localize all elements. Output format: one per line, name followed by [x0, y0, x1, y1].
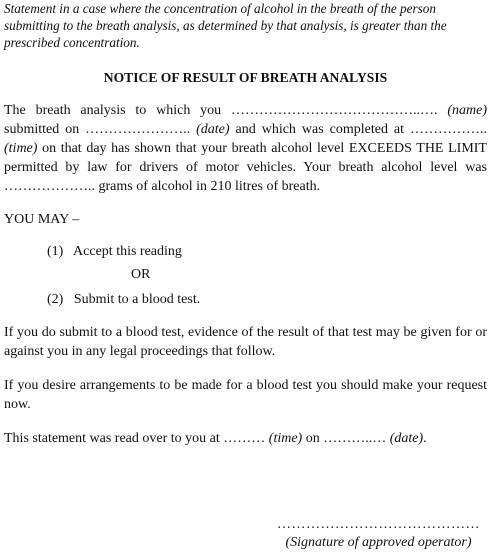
- read-over-text-1: This statement was read over to you at ………: [4, 431, 269, 446]
- notice-heading: NOTICE OF RESULT OF BREATH ANALYSIS: [103, 70, 388, 85]
- analysis-text-1: The breath analysis to which you: [4, 103, 232, 118]
- analysis-text-5: grams of alcohol in 210 litres of breath.: [95, 179, 321, 194]
- option-blood-test: (2) Submit to a blood test.: [47, 292, 201, 307]
- intro-statement: Statement in a case where the concentration of alcohol in the breath of the person submitting to the breath analysis, as determined by that analysis, is greater than the prescribed concentration.: [4, 1, 447, 50]
- option-accept-reading: (1) Accept this reading: [47, 244, 182, 259]
- document-page: [4, 0, 487, 448]
- read-over-paragraph: [4, 429, 487, 448]
- request-paragraph: If you desire arrangements to be made for a blood test you should make your request now.: [4, 378, 487, 412]
- date-label: (date): [196, 122, 230, 137]
- level-blank: ………………..: [4, 179, 95, 194]
- blood-test-paragraph: If you do submit to a blood test, evidence of the result of that test may be given for or against you in any legal proceedings that follow.: [4, 325, 487, 359]
- date-blank: …………………..: [85, 122, 197, 137]
- option-or: OR: [131, 267, 151, 282]
- read-over-time-label: (time): [268, 431, 303, 446]
- you-may-heading: YOU MAY –: [4, 212, 80, 227]
- time-blank: ……………..: [409, 122, 487, 137]
- signature-label: (Signature of approved operator): [285, 535, 472, 550]
- analysis-paragraph: [4, 101, 487, 196]
- read-over-date-label: (date): [389, 431, 424, 446]
- name-blank: …………………………………..….: [231, 103, 448, 118]
- analysis-text-3: and which was completed at: [229, 122, 410, 137]
- signature-block: [266, 516, 491, 552]
- signature-line: ……………………………………: [277, 517, 480, 532]
- read-over-text-3: .: [423, 431, 427, 446]
- analysis-text-2: submitted on: [4, 122, 86, 137]
- time-label: (time): [4, 141, 38, 156]
- read-over-text-2: on ………..…: [302, 431, 390, 446]
- analysis-text-4: on that day has shown that your breath alcohol level EXCEEDS THE LIMIT permitted by law for drivers of motor vehicles. Your breath alcohol level was: [4, 141, 487, 175]
- name-label: (name): [447, 103, 488, 118]
